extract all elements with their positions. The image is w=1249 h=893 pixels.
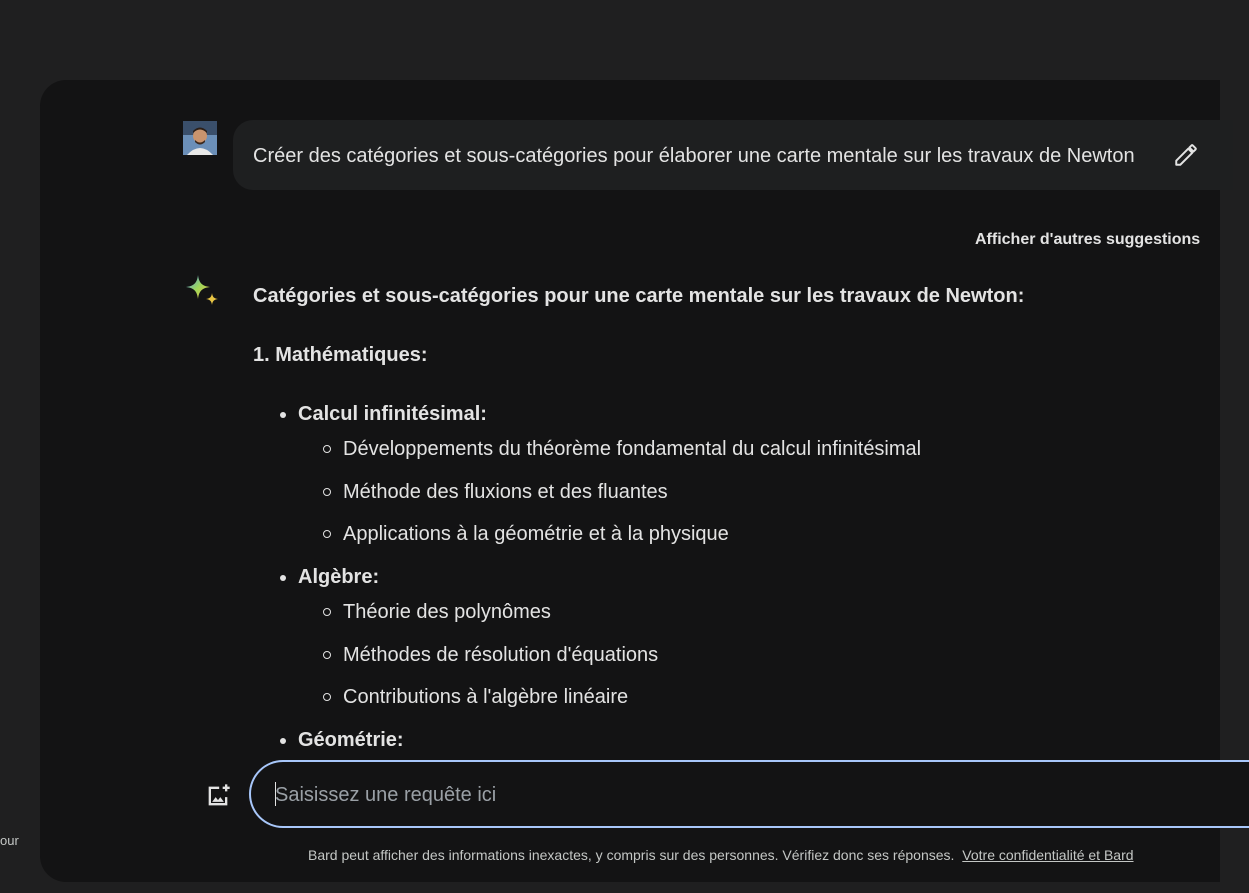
subcategory-item: Méthode des fluxions et des fluantes bbox=[298, 479, 1193, 505]
prompt-input[interactable] bbox=[275, 782, 1175, 808]
category-item bbox=[253, 727, 1193, 753]
prompt-input-container[interactable] bbox=[249, 760, 1249, 828]
category-label: Calcul infinitésimal: bbox=[298, 403, 487, 425]
category-item bbox=[253, 401, 1193, 547]
category-label: Algèbre: bbox=[298, 566, 380, 588]
sparkle-icon bbox=[183, 273, 223, 309]
show-more-suggestions-button[interactable]: Afficher d'autres suggestions bbox=[975, 231, 1201, 248]
bard-response bbox=[253, 280, 1193, 751]
chat-panel bbox=[40, 80, 1220, 882]
category-label: Géométrie: bbox=[298, 729, 404, 751]
privacy-link[interactable]: Votre confidentialité et Bard bbox=[962, 847, 1134, 863]
subcategory-list bbox=[298, 436, 1193, 547]
category-item bbox=[253, 564, 1193, 710]
subcategory-item: Applications à la géométrie et à la physique bbox=[298, 521, 1193, 547]
user-prompt-text: Créer des catégories et sous-catégories pour élaborer une carte mentale sur les travaux de Newton bbox=[253, 145, 1135, 167]
add-image-icon[interactable] bbox=[204, 782, 232, 810]
subcategory-item: Méthodes de résolution d'équations bbox=[298, 642, 1193, 668]
disclaimer bbox=[308, 847, 1134, 863]
subcategory-item: Théorie des polynômes bbox=[298, 599, 1193, 625]
subcategory-item: Contributions à l'algèbre linéaire bbox=[298, 684, 1193, 710]
disclaimer-text: Bard peut afficher des informations inexactes, y compris sur des personnes. Vérifiez donc ses réponses. bbox=[308, 847, 955, 863]
sidebar-fragment-text[interactable]: our bbox=[0, 833, 19, 848]
subcategory-list bbox=[298, 599, 1193, 710]
section-title: 1. Mathématiques: bbox=[253, 344, 428, 366]
category-list bbox=[253, 401, 1193, 753]
user-avatar[interactable] bbox=[183, 121, 217, 155]
text-caret bbox=[275, 782, 276, 806]
pencil-icon[interactable] bbox=[1173, 142, 1199, 168]
subcategory-item: Développements du théorème fondamental du calcul infinitésimal bbox=[298, 436, 1193, 462]
response-heading: Catégories et sous-catégories pour une carte mentale sur les travaux de Newton: bbox=[253, 285, 1025, 307]
user-prompt-bubble bbox=[233, 120, 1233, 190]
